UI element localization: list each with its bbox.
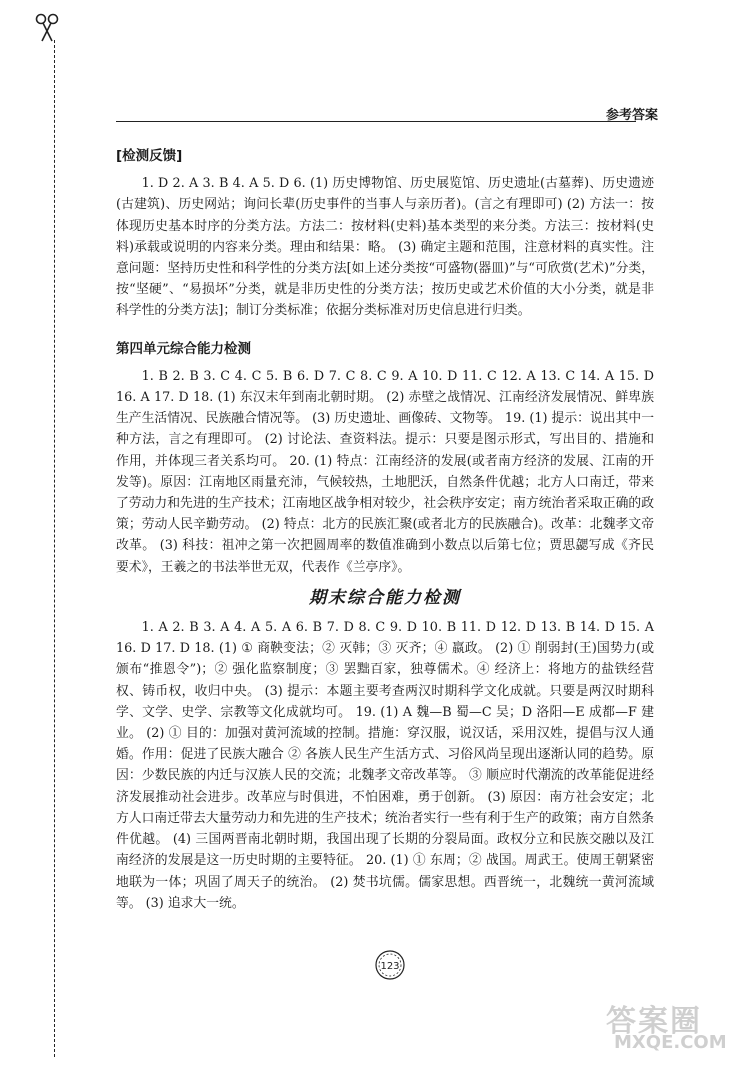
page-number: 123 (380, 961, 400, 972)
header-rule (116, 121, 636, 122)
feedback-title: [检测反馈] (116, 148, 183, 164)
answer-body (116, 146, 654, 914)
watermark (600, 996, 740, 1060)
header-label: 参考答案 (606, 108, 659, 123)
unit4-answers: 1. B 2. B 3. C 4. C 5. B 6. D 7. C 8. C 9. A 10. D 11. C 12. A 13. C 14. A 15. D 16. A 17. D 18. (1) 东汉末年到南北朝时期。 (2) 赤壁之战情况、江南经济发展情况、鲜卑族生产生活情况、民族融合情况等。 (3) 历史遗址、画像砖、文物等。 19. (1) 提示：说出其中一种方法，言之有理即可。 (2) 讨论法、查资料法。提示：只要是图示形式，写出目的、措施和作用，并体现三者关系均可。 20. (1) 特点：江南经济的发展(或者南方经济的发展、江南的开发等)。原因：江南地区雨量充沛，气候较热，土地肥沃，自然条件优越；北方人口南迁，带来了劳动力和先进的生产技术；江南地区战争相对较少，社会秩序安定；南方统治者采取正确的政策；劳动人民辛勤劳动。 (2) 特点：北方的民族汇聚(或者北方的民族融合)。改革：北魏孝文帝改革。 (3) 科技：祖冲之第一次把圆周率的数值准确到小数点以后第七位；贾思勰写成《齐民要术》，王羲之的书法举世无双，代表作《兰亭序》。 (116, 368, 654, 575)
scissors-icon (33, 12, 61, 42)
watermark-url: MXQE.COM (614, 1032, 727, 1053)
final-answers: 1. A 2. B 3. A 4. A 5. A 6. B 7. D 8. C 9. D 10. B 11. D 12. D 13. B 14. D 15. A 16. D 17. D 18. (1) ① 商鞅变法；② 灭韩；③ 灭齐；④ 嬴政。 (2) ① 削弱封(王)国势力(或颁布“推恩令”)；② 强化监察制度；③ 罢黜百家，独尊儒术。④ 经济上：将地方的盐铁经营权、铸币权，收归中央。 (3) 提示：本题主要考查两汉时期科学文化成就。只要是两汉时期科学、文学、史学、宗教等文化成就均可。 19. (1) A 魏—B 蜀—C 吴；D 洛阳—E 成都—F 建业。 (2) ① 目的：加强对黄河流域的控制。措施：穿汉服，说汉话，采用汉姓，提倡与汉人通婚。作用：促进了民族大融合 ② 各族人民生产生活方式、习俗风尚呈现出逐渐认同的趋势。原因：少数民族的内迁与汉族人民的交流；北魏孝文帝改革等。 ③ 顺应时代潮流的改革能促进经济发展推动社会进步。改革应与时俱进，不怕困难，勇于创新。 (3) 原因：南方社会安定；北方人口南迁带去大量劳动力和先进的生产技术；统治者实行一些有利于生产的政策；南方自然条件优越。 (4) 三国两晋南北朝时期，我国出现了长期的分裂局面。政权分立和民族交融以及江南经济的发展是这一历史时期的主要特征。 20. (1) ① 东周；② 战国。周武王。使周王朝紧密地联为一体；巩固了周天子的统治。 (2) 焚书坑儒。儒家思想。西晋统一，北魏统一黄河流域等。 (3) 追求大一统。 (116, 620, 654, 911)
final-title: 期末综合能力检测 (309, 587, 461, 608)
page-number-badge (374, 949, 406, 981)
cut-line (54, 40, 55, 1057)
feedback-answers: 1. D 2. A 3. B 4. A 5. D 6. (1) 历史博物馆、历史展览馆、历史遗址(古墓葬)、历史遗迹(古建筑)、历史网站；询问长辈(历史事件的当事人与亲历者)。(言之有理即可) (2) 方法一：按体现历史基本时序的分类方法。方法二：按材料(史料)基本类型的来分类。方法三：按材料(史料)承载或说明的内容来分类。理由和结果：略。 (3) 确定主题和范围，注意材料的真实性。注意问题：坚持历史性和科学性的分类方法[如上述分类按“可盛物(器皿)”与“可欣赏(艺术)”分类，按“坚硬”、“易损坏”分类，就是非历史性的分类方法；按历史或艺术价值的大小分类，就是非科学性的分类方法]；制订分类标准；依据分类标准对历史信息进行归类。 (116, 176, 654, 319)
watermark-text: 答案圈 (606, 1004, 702, 1039)
unit4-title: 第四单元综合能力检测 (116, 340, 251, 357)
